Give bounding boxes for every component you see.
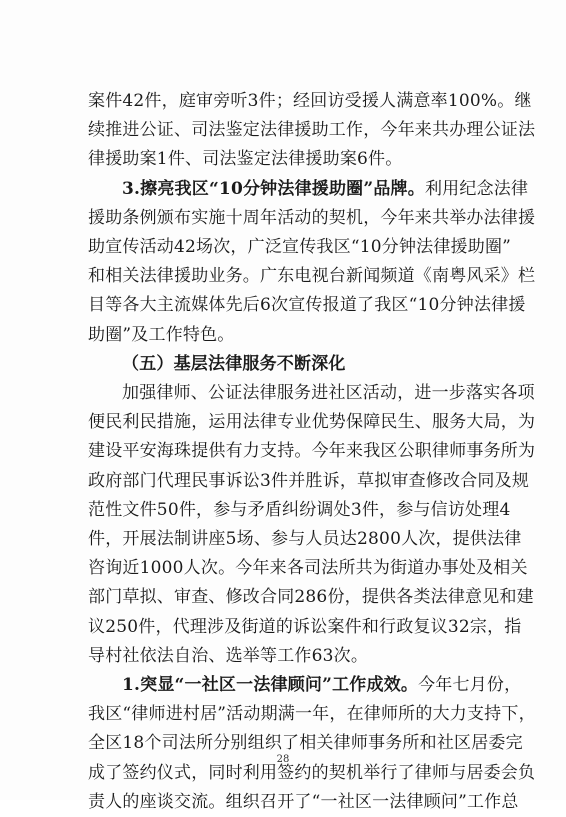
- text-line: [88, 495, 511, 525]
- line-text: 和相关法律援助业务。广东电视台新闻频道《南粤风采》栏: [88, 266, 536, 287]
- line-text: 议250件，代理涉及街道的诉讼案件和行政复议32宗，指: [88, 616, 522, 637]
- line-text: 目等各大主流媒体先后6次宣传报道了我区“10分钟法律援: [88, 295, 526, 316]
- line-text: 助宣传活动42场次，广泛宣传我区“10分钟法律援助圈”: [88, 237, 512, 257]
- bold-heading: 3.擦亮我区“10分钟法律援助圈”品牌。: [122, 178, 425, 199]
- text-line: [88, 582, 534, 612]
- text-line: [88, 115, 536, 145]
- line-text: 责人的座谈交流。组织召开了“一社区一法律顾问”工作总: [88, 791, 519, 812]
- text-line: [88, 436, 536, 466]
- line-text: 全区18个司法所分别组织了相关律师事务所和社区居委完: [88, 733, 523, 754]
- page-number: 28: [276, 754, 290, 765]
- text-line: [88, 699, 536, 729]
- text-line: [88, 144, 490, 174]
- line-text: 建设平安海珠提供有力支持。今年来我区公职律师事务所为: [88, 441, 536, 462]
- text-line: [88, 86, 532, 116]
- line-text: 今年七月份，: [418, 675, 522, 695]
- text-line: [88, 466, 530, 496]
- line-text: 政府部门代理民事诉讼3件并胜诉，草拟审查修改合同及规: [88, 470, 530, 491]
- text-line: [122, 378, 535, 408]
- line-text: 导村社依法自治、选举等工作63次。: [88, 645, 369, 666]
- line-text: 便民利民措施，运用法律专业优势保障民生、服务大局，为: [88, 412, 536, 433]
- text-line: [122, 349, 490, 379]
- line-text: 我区“律师进村居”活动期满一年，在律师所的大力支持下，: [88, 704, 536, 725]
- text-line: [88, 641, 490, 671]
- text-line: [88, 407, 536, 437]
- line-text: 利用纪念法律: [424, 178, 529, 199]
- bold-heading: 1.突显“一社区一法律顾问”工作成效。: [122, 675, 419, 695]
- line-text: 加强律师、公证法律服务进社区活动，进一步落实各项: [122, 383, 535, 403]
- text-line: [88, 290, 526, 320]
- text-line: [88, 320, 490, 350]
- line-text: 件，开展法制讲座5场、参与人员达2800人次，提供法律: [88, 529, 522, 549]
- text-line: [88, 524, 522, 554]
- line-text: 部门草拟、审查、修改合同286份，提供各类法律意见和建: [88, 587, 534, 608]
- line-text: 续推进公证、司法鉴定法律援助工作，今年来共办理公证法: [88, 120, 536, 141]
- text-line: [88, 553, 528, 583]
- line-text: 助圈”及工作特色。: [88, 324, 235, 345]
- line-text: 案件42件，庭审旁听3件；经回访受援人满意率100%。继: [88, 91, 532, 111]
- text-line: [122, 670, 522, 700]
- line-text: 咨询近1000人次。今年来各司法所共为街道办事处及相关: [88, 558, 528, 579]
- line-text: 援助条例颁布实施十周年活动的契机，今年来共举办法律援: [88, 207, 536, 228]
- text-line: [88, 232, 512, 262]
- text-line: [88, 203, 536, 233]
- text-line: [88, 612, 522, 642]
- line-text: 律援助案1件、司法鉴定法律援助案6件。: [88, 149, 403, 170]
- text-line: [122, 174, 529, 204]
- bold-heading: （五）基层法律服务不断深化: [122, 353, 346, 374]
- line-text: 范性文件50件，参与矛盾纠纷调处3件，参与信访处理4: [88, 499, 511, 520]
- text-line: [88, 787, 519, 817]
- line-text: 成了签约仪式，同时利用签约的契机举行了律师与居委会负: [88, 762, 536, 783]
- text-line: [88, 261, 536, 291]
